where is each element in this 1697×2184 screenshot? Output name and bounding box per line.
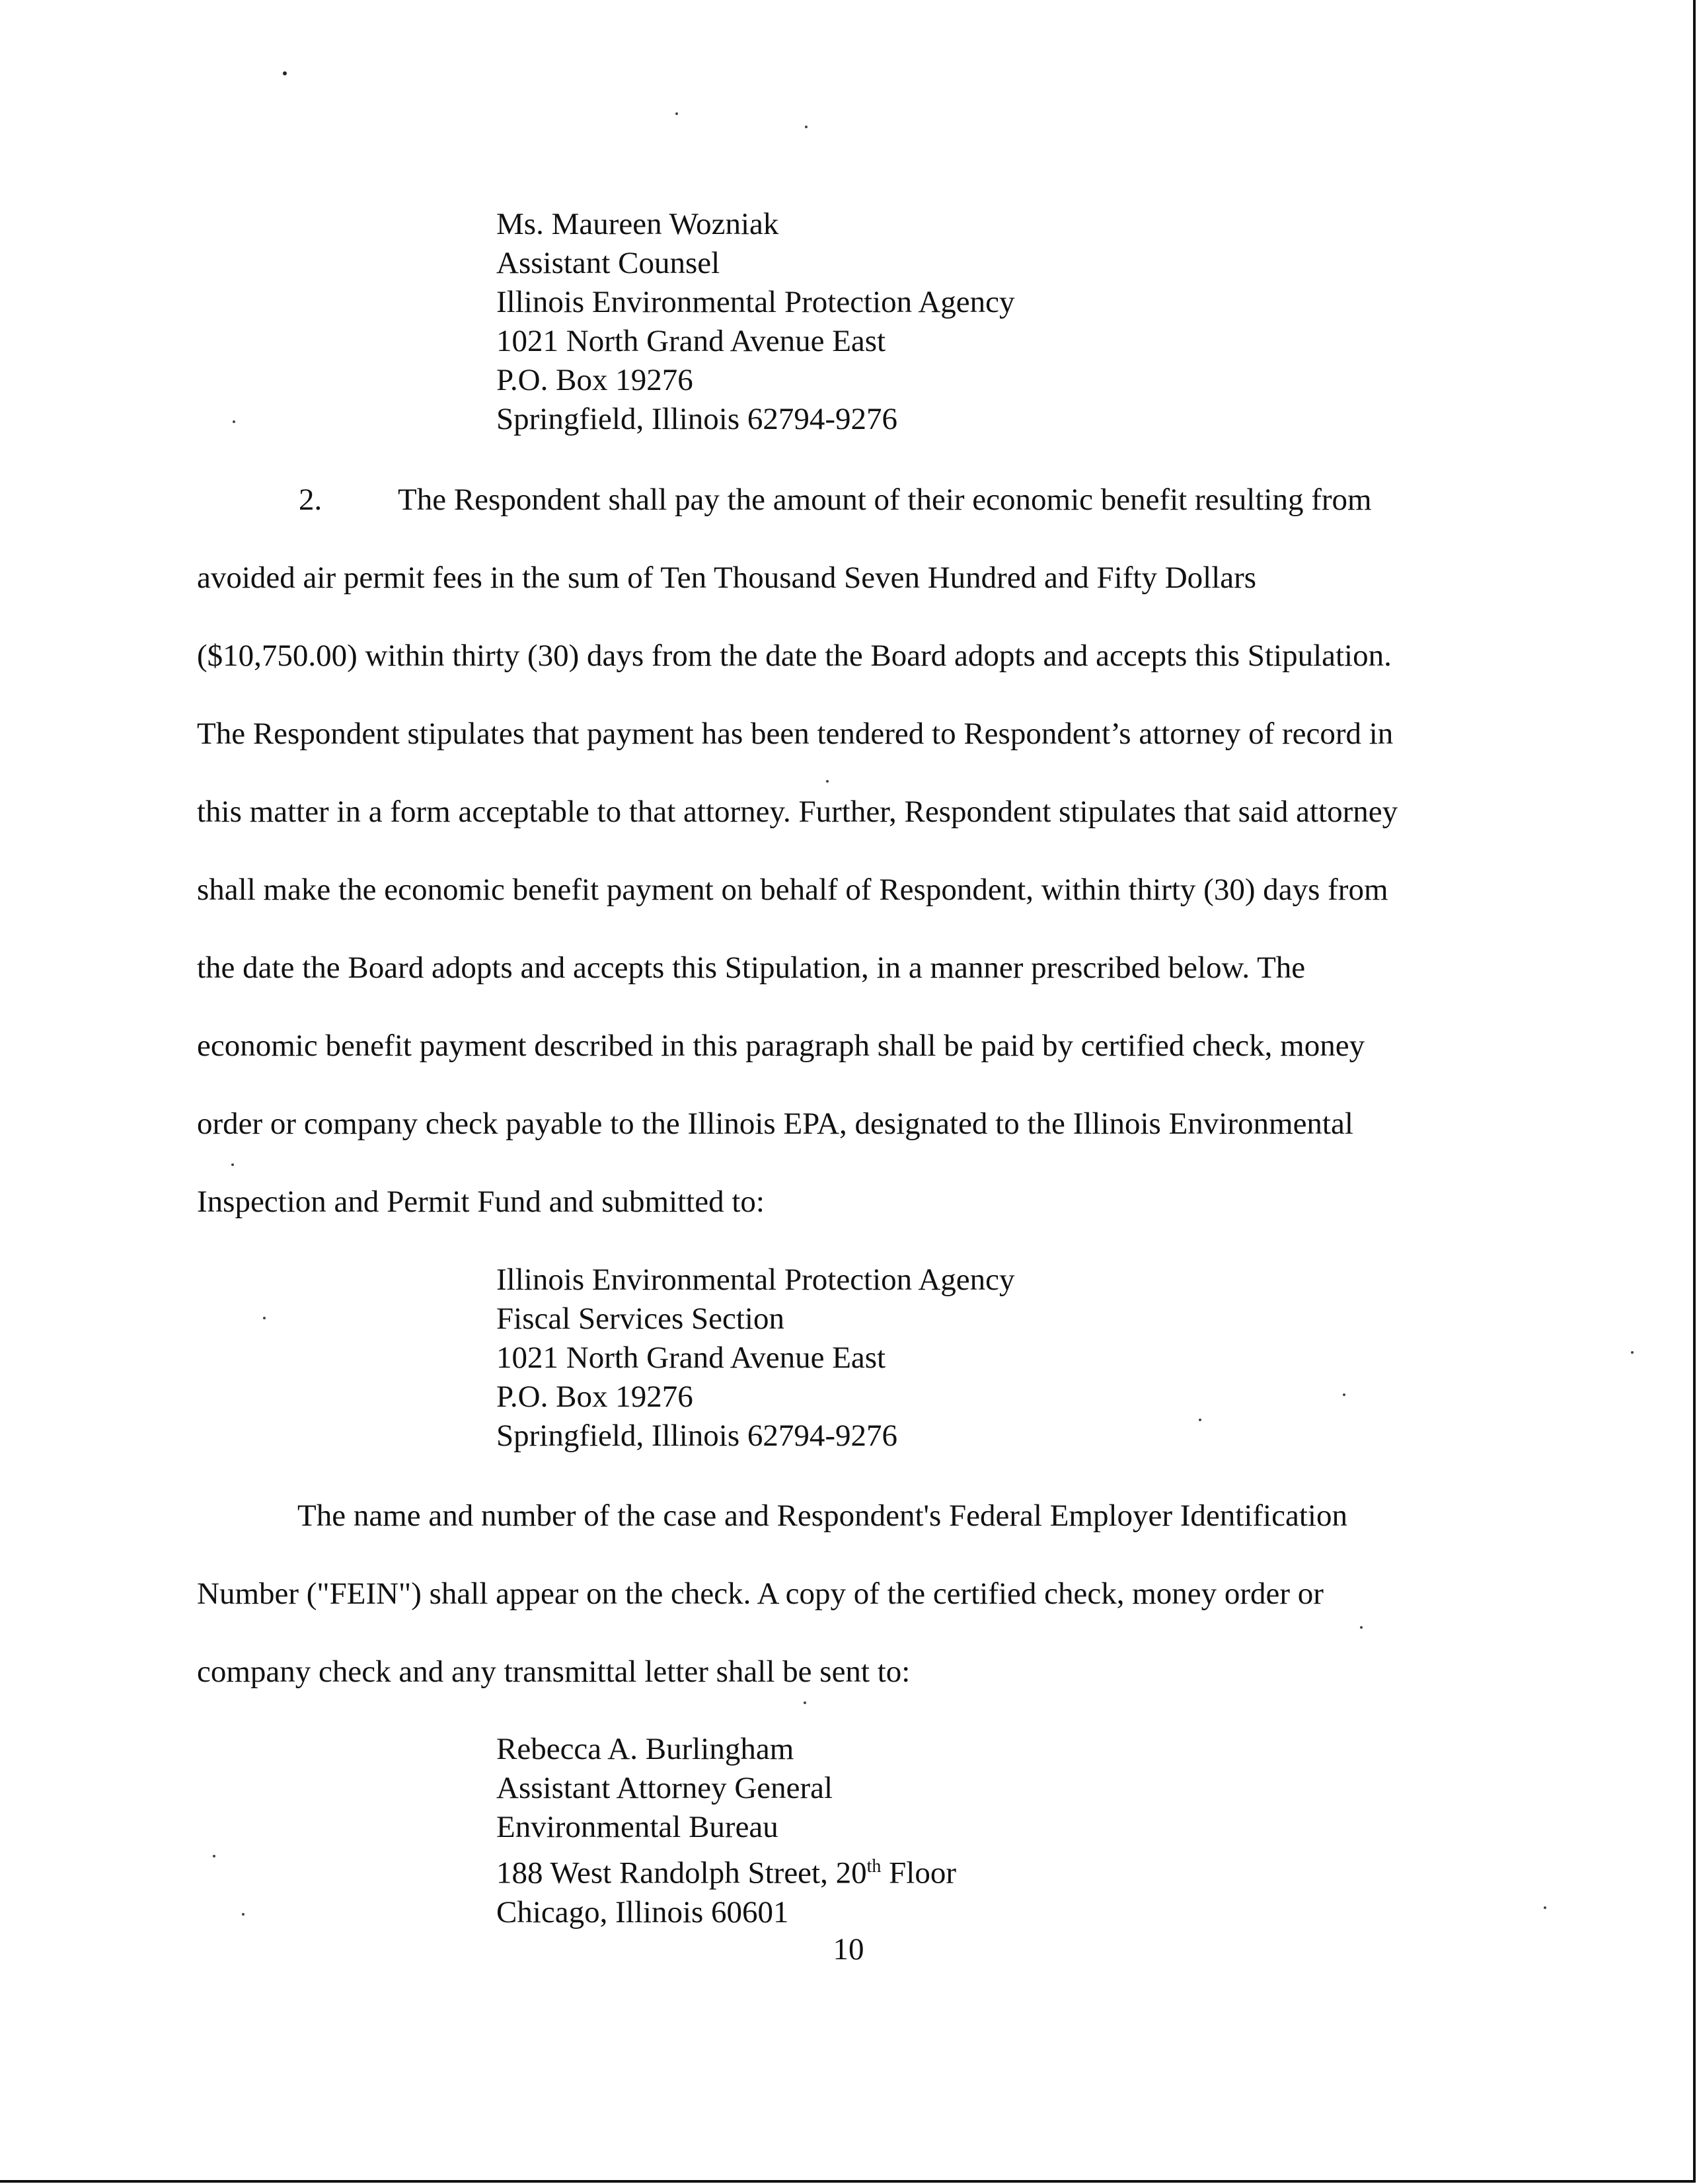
- address-line: Springfield, Illinois 62794-9276: [496, 1419, 898, 1453]
- scan-speck: [242, 1913, 245, 1916]
- paragraph-line: company check and any transmittal letter shall be sent to:: [197, 1655, 911, 1689]
- paragraph-fein: [197, 1477, 1499, 1711]
- paragraph-economic-benefit: [197, 461, 1499, 1241]
- paragraph-line: order or company check payable to the Illinois EPA, designated to the Illinois Environmental: [197, 1107, 1353, 1141]
- address-line-street: [496, 1847, 956, 1893]
- address-line: P.O. Box 19276: [496, 363, 693, 397]
- address-block-iepa-counsel: [496, 205, 1015, 439]
- paragraph-line: Number ("FEIN") shall appear on the check. A copy of the certified check, money order or: [197, 1577, 1324, 1611]
- scan-speck: [805, 126, 808, 128]
- scan-speck: [1631, 1351, 1634, 1354]
- scan-speck: [1199, 1419, 1201, 1421]
- address-line: Illinois Environmental Protection Agency: [496, 285, 1015, 319]
- paragraph-line: Inspection and Permit Fund and submitted to:: [197, 1185, 765, 1219]
- scan-speck: [263, 1317, 266, 1319]
- paragraph-number: 2.: [299, 483, 322, 517]
- address-line: Chicago, Illinois 60601: [496, 1894, 789, 1930]
- paragraph-line: this matter in a form acceptable to that attorney. Further, Respondent stipulates that said attorney: [197, 795, 1398, 829]
- address-line: Ms. Maureen Wozniak: [496, 207, 779, 241]
- address-line: Illinois Environmental Protection Agency: [496, 1263, 1015, 1297]
- floor-text: Floor: [881, 1855, 956, 1891]
- address-block-attorney-general: [496, 1730, 956, 1932]
- address-line: Springfield, Illinois 62794-9276: [496, 402, 898, 436]
- address-line: 1021 North Grand Avenue East: [496, 1341, 886, 1375]
- paragraph-line: The Respondent shall pay the amount of their economic benefit resulting from: [398, 483, 1372, 517]
- ordinal-suffix: th: [866, 1856, 882, 1877]
- address-block-fiscal-services: [496, 1261, 1015, 1456]
- scan-speck: [233, 420, 235, 423]
- paragraph-line: avoided air permit fees in the sum of Ten Thousand Seven Hundred and Fifty Dollars: [197, 561, 1257, 595]
- address-line: Assistant Attorney General: [496, 1771, 833, 1805]
- paragraph-line: the date the Board adopts and accepts this Stipulation, in a manner prescribed below. The: [197, 951, 1306, 985]
- street-text: 188 West Randolph Street, 20: [496, 1855, 867, 1891]
- scan-speck: [1343, 1393, 1345, 1396]
- address-line: Fiscal Services Section: [496, 1302, 784, 1336]
- address-line: P.O. Box 19276: [496, 1380, 693, 1414]
- paragraph-line: shall make the economic benefit payment on behalf of Respondent, within thirty (30) days from: [197, 873, 1388, 907]
- paragraph-line: economic benefit payment described in this paragraph shall be paid by certified check, money: [197, 1029, 1365, 1063]
- scan-speck: [1544, 1906, 1546, 1909]
- scan-speck: [213, 1855, 215, 1857]
- paragraph-line: The name and number of the case and Respondent's Federal Employer Identification: [297, 1499, 1347, 1533]
- address-line: Assistant Counsel: [496, 246, 720, 280]
- address-line: Rebecca A. Burlingham: [496, 1732, 794, 1766]
- paragraph-line: ($10,750.00) within thirty (30) days from the date the Board adopts and accepts this Stipulation.: [197, 639, 1392, 673]
- address-line: 1021 North Grand Avenue East: [496, 324, 886, 358]
- scan-speck: [283, 71, 287, 75]
- scan-speck: [675, 112, 678, 115]
- address-line: Environmental Bureau: [496, 1810, 778, 1844]
- paragraph-line: The Respondent stipulates that payment has been tendered to Respondent’s attorney of record in: [197, 717, 1394, 751]
- page-number: 10: [833, 1932, 864, 1967]
